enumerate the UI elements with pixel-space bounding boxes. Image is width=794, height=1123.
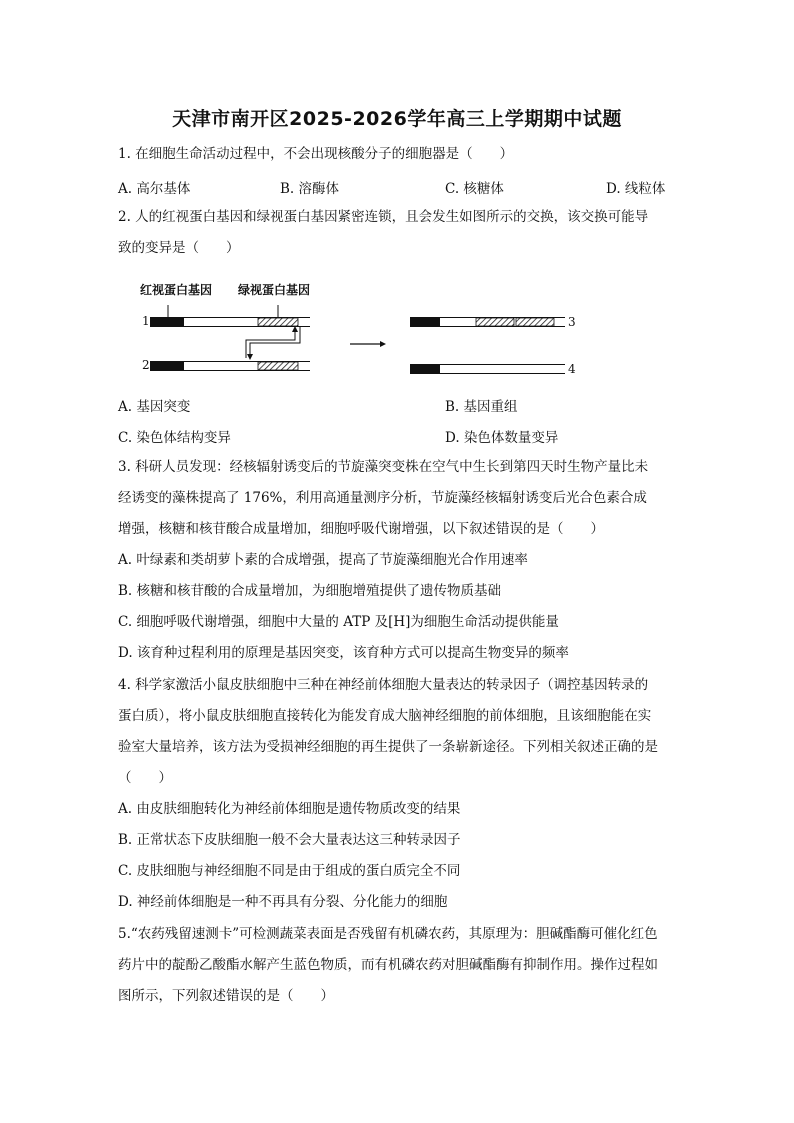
q3-option-b: B. 核糖和核苷酸的合成量增加，为细胞增殖提供了遗传物质基础 xyxy=(118,583,502,599)
q1-option-c: C. 核糖体 xyxy=(445,181,504,197)
q2-stem-line-2: 致的变异是（ ） xyxy=(118,240,240,256)
q4-option-d: D. 神经前体细胞是一种不再具有分裂、分化能力的细胞 xyxy=(118,894,448,910)
q2-option-a: A. 基因突变 xyxy=(118,399,191,415)
q3-stem-line-3: 增强，核糖和核苷酸合成量增加，细胞呼吸代谢增强，以下叙述错误的是（ ） xyxy=(118,521,604,537)
chromosome-number-2: 2 xyxy=(142,358,150,372)
q5-stem-line-2: 药片中的靛酚乙酸酯水解产生蓝色物质，而有机磷农药对胆碱酯酶有抑制作用。操作过程如 xyxy=(118,957,658,973)
red-opsin-gene-block xyxy=(410,365,440,373)
red-opsin-gene-block xyxy=(150,318,184,326)
red-opsin-gene-block xyxy=(410,318,440,326)
q4-stem-line-4: （ ） xyxy=(118,770,172,786)
q2-stem-line-1: 2. 人的红视蛋白基因和绿视蛋白基因紧密连锁，且会发生如图所示的交换，该交换可能导 xyxy=(118,209,649,225)
q3-stem-line-2: 经诱变的藻株提高了 176%，利用高通量测序分析，节旋藻经核辐射诱变后光合色素合成 xyxy=(118,490,647,506)
chromosome-number-3: 3 xyxy=(568,315,576,329)
q4-option-b: B. 正常状态下皮肤细胞一般不会大量表达这三种转录因子 xyxy=(118,832,461,848)
green-opsin-gene-block xyxy=(258,362,298,370)
q1-option-d: D. 线粒体 xyxy=(606,181,666,197)
q3-option-a: A. 叶绿素和类胡萝卜素的合成增强，提高了节旋藻细胞光合作用速率 xyxy=(118,552,528,568)
q3-option-d: D. 该育种过程利用的原理是基因突变，该育种方式可以提高生物变异的频率 xyxy=(118,645,569,661)
q2-option-b: B. 基因重组 xyxy=(445,399,518,415)
chromosome-4 xyxy=(410,365,565,374)
q3-stem-line-1: 3. 科研人员发现：经核辐射诱变后的节旋藻突变株在空气中生长到第四天时生物产量比未 xyxy=(118,459,649,475)
label-red-opsin-gene: 红视蛋白基因 xyxy=(140,283,213,297)
red-opsin-gene-block xyxy=(150,362,184,370)
process-arrow-icon xyxy=(350,341,386,347)
q4-stem-line-2: 蛋白质），将小鼠皮肤细胞直接转化为能发育成大脑神经细胞的前体细胞，且该细胞能在实 xyxy=(118,708,652,724)
chromosome-number-1: 1 xyxy=(142,314,150,328)
q3-option-c: C. 细胞呼吸代谢增强，细胞中大量的 ATP 及[H]为细胞生命活动提供能量 xyxy=(118,614,559,630)
chromosome-1 xyxy=(150,318,310,327)
green-opsin-gene-block xyxy=(516,318,554,326)
q5-stem-line-1: 5.“农药残留速测卡”可检测蔬菜表面是否残留有机磷农药，其原理为：胆碱酯酶可催化红色 xyxy=(118,926,658,942)
chromosome-number-4: 4 xyxy=(568,362,576,376)
green-opsin-gene-block xyxy=(258,318,298,326)
q1-option-a: A. 高尔基体 xyxy=(118,181,191,197)
q4-option-c: C. 皮肤细胞与神经细胞不同是由于组成的蛋白质完全不同 xyxy=(118,863,461,879)
chromosome-3 xyxy=(410,318,565,327)
chromosome-2 xyxy=(150,362,310,371)
q5-stem-line-3: 图所示，下列叙述错误的是（ ） xyxy=(118,988,334,1004)
q1-stem: 1. 在细胞生命活动过程中，不会出现核酸分子的细胞器是（ ） xyxy=(118,146,514,162)
green-opsin-gene-block xyxy=(476,318,514,326)
q4-option-a: A. 由皮肤细胞转化为神经前体细胞是遗传物质改变的结果 xyxy=(118,801,461,817)
exam-title: 天津市南开区2025-2026学年高三上学期期中试题 xyxy=(172,108,622,130)
q4-stem-line-1: 4. 科学家激活小鼠皮肤细胞中三种在神经前体细胞大量表达的转录因子（调控基因转录的 xyxy=(118,677,649,693)
q4-stem-line-3: 验室大量培养，该方法为受损神经细胞的再生提供了一条崭新途径。下列相关叙述正确的是 xyxy=(118,739,658,755)
label-green-opsin-gene: 绿视蛋白基因 xyxy=(238,283,311,297)
q2-option-c: C. 染色体结构变异 xyxy=(118,430,231,446)
crossover-arrows xyxy=(246,326,300,360)
q2-option-d: D. 染色体数量变异 xyxy=(445,430,559,446)
q1-option-b: B. 溶酶体 xyxy=(280,181,340,197)
crossover-diagram xyxy=(130,300,580,380)
